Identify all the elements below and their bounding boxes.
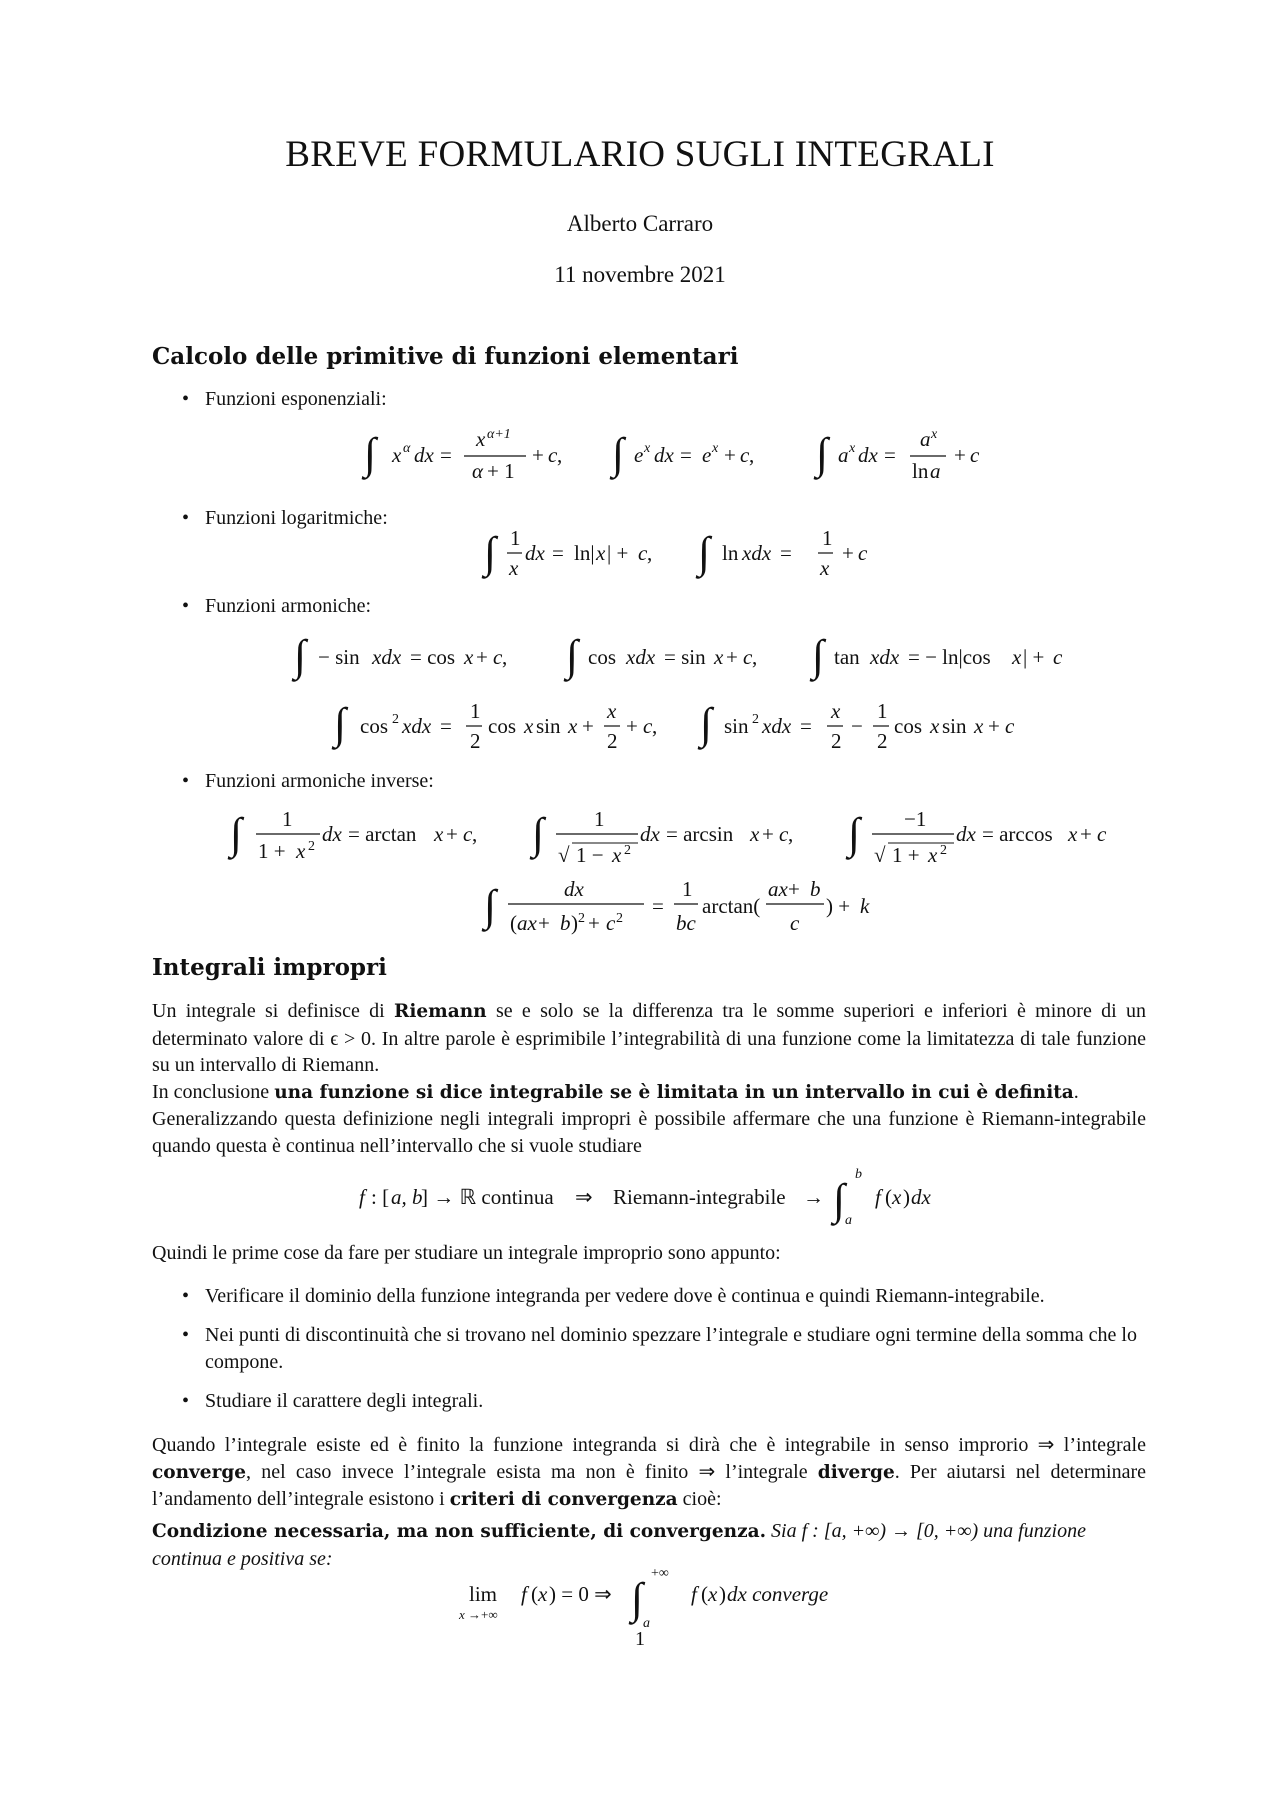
document-title: BREVE FORMULARIO SUGLI INTEGRALI xyxy=(285,134,995,175)
svg-text:cos: cos xyxy=(588,645,616,669)
svg-text:dx: dx xyxy=(956,822,976,846)
svg-text:f: f xyxy=(875,1185,881,1209)
italic-condition-text: Sia f : [a, +∞) → [0, +∞) una funzione continua e positiva se: xyxy=(152,1520,1086,1570)
svg-text:a: a xyxy=(920,427,931,451)
svg-text:f: f xyxy=(691,1582,697,1606)
svg-text:−1: −1 xyxy=(904,807,927,831)
svg-text:ax: ax xyxy=(517,911,537,935)
svg-text:] → ℝ continua: ] → ℝ continua xyxy=(421,1185,554,1209)
svg-text:,: , xyxy=(472,822,478,846)
svg-text:√: √ xyxy=(874,843,886,867)
svg-text:b: b xyxy=(855,1167,862,1182)
bullet-label: Funzioni logaritmiche: xyxy=(205,507,388,529)
svg-text:dx: dx xyxy=(414,443,434,467)
text-run: Un integrale si definisce di xyxy=(152,1000,394,1022)
bullet-label: Funzioni esponenziali: xyxy=(205,388,387,410)
svg-text:sin: sin xyxy=(536,714,561,738)
svg-text:x: x xyxy=(930,714,940,738)
svg-text:dx: dx xyxy=(525,541,545,565)
svg-text:x: x xyxy=(708,1582,718,1606)
svg-text:→+∞: →+∞ xyxy=(468,1607,498,1622)
svg-text:=: = xyxy=(652,894,664,918)
svg-text:1 +: 1 + xyxy=(892,843,920,867)
svg-text:∫: ∫ xyxy=(566,631,579,680)
svg-text:e: e xyxy=(702,443,712,467)
svg-text:2: 2 xyxy=(940,843,947,858)
svg-text:1: 1 xyxy=(470,699,481,723)
svg-text:,: , xyxy=(647,541,653,565)
formula-inverse-harmonic-2 xyxy=(480,866,900,944)
svg-text:= arcsin: = arcsin xyxy=(666,822,734,846)
svg-text:x: x xyxy=(459,1607,465,1622)
svg-text:∫: ∫ xyxy=(700,699,713,748)
svg-text:x: x xyxy=(524,714,534,738)
page-number: 1 xyxy=(635,1628,645,1650)
text-run: Generalizzando questa definizione negli integrali impropri è possibile affermare che una funzione è Riemann-integrabile quando questa è continua nell’intervallo che si vuole studiare xyxy=(152,1108,1146,1157)
svg-text:c: c xyxy=(740,443,750,467)
svg-text:dx converge: dx converge xyxy=(727,1582,829,1606)
svg-text:∫: ∫ xyxy=(812,631,825,680)
svg-text:xdx: xdx xyxy=(870,645,900,669)
svg-text:| +: | + xyxy=(1023,645,1045,669)
svg-text:x: x xyxy=(538,1582,548,1606)
svg-text:a: a xyxy=(930,459,941,483)
svg-text:+: + xyxy=(476,645,488,669)
svg-text:+: + xyxy=(988,714,1000,738)
svg-text:2: 2 xyxy=(616,911,623,926)
bold-conclusion: una funzione si dice integrabile se è limitata in un intervallo in cui è definita xyxy=(274,1081,1074,1103)
svg-text:(: ( xyxy=(885,1185,892,1209)
svg-text:1 −: 1 − xyxy=(576,843,604,867)
svg-text:∫: ∫ xyxy=(334,699,347,748)
svg-text:x: x xyxy=(712,441,719,456)
svg-text:ax: ax xyxy=(768,877,788,901)
svg-text:(: ( xyxy=(701,1582,708,1606)
svg-text:a: a xyxy=(643,1616,650,1631)
svg-text:x: x xyxy=(750,822,760,846)
svg-text:+∞: +∞ xyxy=(651,1566,669,1581)
svg-text:x: x xyxy=(509,556,519,580)
bullet-dot: • xyxy=(182,595,190,617)
svg-text:∫: ∫ xyxy=(484,881,497,930)
section-heading-improper: Integrali impropri xyxy=(152,954,387,981)
document-date: 11 novembre 2021 xyxy=(554,262,726,287)
bold-term-criteria: criteri di convergenza xyxy=(449,1489,678,1510)
svg-text:∫: ∫ xyxy=(631,1574,644,1623)
svg-text:,: , xyxy=(502,645,508,669)
svg-text:x: x xyxy=(644,441,651,456)
svg-text:∫: ∫ xyxy=(230,809,243,858)
svg-text:(: ( xyxy=(510,911,517,935)
svg-text:+: + xyxy=(788,877,800,901)
svg-text:xdx: xdx xyxy=(762,714,792,738)
svg-text:dx: dx xyxy=(322,822,342,846)
svg-text:a: a xyxy=(845,1213,852,1228)
svg-text:,: , xyxy=(788,822,794,846)
svg-text:=: = xyxy=(440,443,452,467)
bold-condition-title: Condizione necessaria, ma non sufficiente, di convergenza. xyxy=(152,1521,767,1542)
svg-text:cos: cos xyxy=(360,714,388,738)
svg-text:1 +: 1 + xyxy=(258,839,286,863)
svg-text:): ) xyxy=(719,1582,726,1606)
svg-text:cos: cos xyxy=(894,714,922,738)
svg-text:a: a xyxy=(838,443,849,467)
svg-text:1: 1 xyxy=(282,807,293,831)
formula-limit-condition xyxy=(455,1565,875,1635)
svg-text:k: k xyxy=(860,894,870,918)
svg-text:− sin: − sin xyxy=(318,645,360,669)
svg-text:+: + xyxy=(532,443,544,467)
svg-text:+: + xyxy=(724,443,736,467)
svg-text:=: = xyxy=(552,541,564,565)
bullet-dot: • xyxy=(182,388,190,410)
svg-text:tan: tan xyxy=(834,645,860,669)
text-run: , nel caso invece l’integrale esista ma non è finito ⇒ l’integrale xyxy=(246,1460,818,1483)
svg-text:+: + xyxy=(954,443,966,467)
svg-text:x: x xyxy=(464,645,474,669)
text-run: cioè: xyxy=(677,1488,722,1510)
svg-text:c: c xyxy=(1097,822,1107,846)
svg-text:∫: ∫ xyxy=(816,429,829,478)
svg-text:c: c xyxy=(643,714,653,738)
svg-text:c: c xyxy=(548,443,558,467)
svg-text:= cos: = cos xyxy=(410,645,456,669)
svg-text:→: → xyxy=(803,1185,824,1209)
document-author: Alberto Carraro xyxy=(566,211,714,236)
svg-text:∫: ∫ xyxy=(532,809,545,858)
bullet-label: Funzioni armoniche: xyxy=(205,595,372,617)
formula-harmonic-1 xyxy=(290,628,1090,688)
svg-text:∫: ∫ xyxy=(484,528,497,577)
svg-text:+: + xyxy=(1080,822,1092,846)
bullet-dot: • xyxy=(182,1390,190,1412)
svg-text:dx: dx xyxy=(564,877,584,901)
svg-text:=: = xyxy=(780,541,792,565)
svg-text:2: 2 xyxy=(308,839,315,854)
svg-text:x: x xyxy=(568,714,578,738)
bullet-dot: • xyxy=(182,507,190,529)
svg-text:c: c xyxy=(1005,714,1015,738)
svg-text:x: x xyxy=(392,443,402,467)
svg-text:1: 1 xyxy=(682,877,693,901)
svg-text:⇒: ⇒ xyxy=(575,1185,593,1209)
svg-text:,: , xyxy=(557,443,563,467)
svg-text:= − ln|cos: = − ln|cos xyxy=(908,645,991,669)
svg-text:ln|: ln| xyxy=(574,541,595,565)
svg-text:=: = xyxy=(440,714,452,738)
formula-exponential xyxy=(350,418,1010,490)
svg-text:x: x xyxy=(849,441,856,456)
svg-text:(: ( xyxy=(531,1582,538,1606)
svg-text:+ 1: + 1 xyxy=(487,459,515,483)
svg-text:dx: dx xyxy=(911,1185,931,1209)
svg-text:∫: ∫ xyxy=(848,809,861,858)
svg-text:c: c xyxy=(606,911,616,935)
svg-text:c: c xyxy=(1053,645,1063,669)
svg-text:x: x xyxy=(974,714,984,738)
bullet-dot: • xyxy=(182,770,190,792)
svg-text:xdx: xdx xyxy=(402,714,432,738)
svg-text:c: c xyxy=(743,645,753,669)
svg-text:2: 2 xyxy=(877,729,888,753)
svg-text:x: x xyxy=(714,645,724,669)
svg-text:=: = xyxy=(680,443,692,467)
list-item-text: Nei punti di discontinuità che si trovano nel dominio spezzare l’integrale e studiare ogni termine della somma che lo compone. xyxy=(205,1324,1137,1373)
svg-text:+: + xyxy=(626,714,638,738)
svg-text:dx: dx xyxy=(640,822,660,846)
svg-text:∫: ∫ xyxy=(833,1175,846,1224)
svg-text:x: x xyxy=(612,843,622,867)
svg-text:x: x xyxy=(831,699,841,723)
svg-text:c: c xyxy=(779,822,789,846)
svg-text:= sin: = sin xyxy=(664,645,706,669)
list-item-text: Studiare il carattere degli integrali. xyxy=(205,1390,484,1412)
text-run: Quando l’integrale esiste ed è finito la funzione integranda si dirà che è integrabile in senso improrio ⇒ l’integrale xyxy=(152,1434,1146,1456)
paragraph-necessary-condition xyxy=(152,1518,1146,1572)
svg-text:+: + xyxy=(446,822,458,846)
text-run: . xyxy=(1073,1080,1079,1103)
svg-text:e: e xyxy=(634,443,644,467)
svg-text:lim: lim xyxy=(469,1582,498,1606)
svg-text:= arccos: = arccos xyxy=(982,822,1053,846)
paragraph-convergence xyxy=(152,1432,1146,1514)
svg-text:∫: ∫ xyxy=(612,429,625,478)
svg-text:+: + xyxy=(582,714,594,738)
svg-text:−: − xyxy=(851,714,863,738)
svg-text:arctan(: arctan( xyxy=(702,894,761,918)
svg-text:2: 2 xyxy=(392,712,399,727)
svg-text:x: x xyxy=(928,843,938,867)
svg-text:2: 2 xyxy=(470,729,481,753)
svg-text:x: x xyxy=(476,427,486,451)
svg-text:cos: cos xyxy=(488,714,516,738)
svg-text:x: x xyxy=(607,699,617,723)
svg-text:c: c xyxy=(970,443,980,467)
svg-text:ln: ln xyxy=(912,459,929,483)
svg-text:,: , xyxy=(652,714,658,738)
svg-text:sin: sin xyxy=(942,714,967,738)
svg-text:c: c xyxy=(858,541,868,565)
svg-text:+: + xyxy=(726,645,738,669)
svg-text:c: c xyxy=(463,822,473,846)
svg-text:,: , xyxy=(752,645,758,669)
svg-text:bc: bc xyxy=(676,911,696,935)
text-run: se e solo se la differenza tra le somme superiori e inferiori è minore di un determinato valore di ϵ > 0. In altre parole è esprimibile l’integrabilità di una funzione come la limitatezza di tale funzione su un intervallo di Riemann. xyxy=(152,1000,1146,1076)
svg-text:x: x xyxy=(1012,645,1022,669)
formula-logarithmic xyxy=(470,515,890,587)
svg-text:α+1: α+1 xyxy=(487,427,511,442)
svg-text:c: c xyxy=(790,911,800,935)
bullet-label: Funzioni armoniche inverse: xyxy=(205,770,434,792)
svg-text:f: f xyxy=(521,1582,527,1606)
svg-text:f: f xyxy=(359,1185,365,1209)
svg-text:1: 1 xyxy=(594,807,605,831)
bold-term-diverge: diverge xyxy=(817,1461,895,1483)
integral-sign: ∫ xyxy=(364,429,377,478)
svg-text:x: x xyxy=(892,1185,902,1209)
svg-text:Riemann-integrabile: Riemann-integrabile xyxy=(613,1185,786,1209)
svg-text:) +: ) + xyxy=(826,894,851,918)
svg-text:∫: ∫ xyxy=(294,631,307,680)
svg-text:=: = xyxy=(800,714,812,738)
svg-text:α: α xyxy=(472,459,484,483)
paragraph-riemann-definition xyxy=(152,998,1146,1159)
svg-text:√: √ xyxy=(558,843,570,867)
text-run: . Per aiutarsi nel determinare l’andamento dell’integrale esistono i xyxy=(152,1460,1146,1510)
svg-text:b: b xyxy=(810,877,821,901)
svg-text:α: α xyxy=(403,441,411,456)
bold-term-riemann: Riemann xyxy=(394,1001,487,1022)
text-run: In conclusione xyxy=(152,1080,275,1103)
formula-inverse-harmonic-1 xyxy=(226,796,1146,874)
svg-text:= arctan: = arctan xyxy=(348,822,417,846)
bullet-dot: • xyxy=(182,1324,190,1346)
svg-text:) = 0 ⇒: ) = 0 ⇒ xyxy=(549,1582,612,1606)
svg-text:x: x xyxy=(434,822,444,846)
svg-text:ln: ln xyxy=(722,541,739,565)
paragraph-first-steps: Quindi le prime cose da fare per studiare un integrale improprio sono appunto: xyxy=(152,1242,781,1264)
svg-text:xdx: xdx xyxy=(742,541,772,565)
svg-text:2: 2 xyxy=(578,911,585,926)
svg-text:): ) xyxy=(571,911,578,935)
svg-text:2: 2 xyxy=(831,729,842,753)
svg-text:1: 1 xyxy=(510,526,521,550)
svg-text:2: 2 xyxy=(624,843,631,858)
svg-text:1: 1 xyxy=(877,699,888,723)
svg-text:xdx: xdx xyxy=(372,645,402,669)
svg-text:sin: sin xyxy=(724,714,749,738)
bullet-dot: • xyxy=(182,1285,190,1307)
svg-text:∫: ∫ xyxy=(698,528,711,577)
svg-text:c: c xyxy=(493,645,503,669)
bold-term-converge: converge xyxy=(152,1461,247,1483)
svg-text:+: + xyxy=(588,911,600,935)
svg-text:| +: | + xyxy=(607,541,629,565)
svg-text:): ) xyxy=(903,1185,910,1209)
svg-text:x: x xyxy=(820,556,830,580)
svg-text:c: c xyxy=(638,541,648,565)
svg-text:+: + xyxy=(538,911,550,935)
svg-text:x: x xyxy=(596,541,606,565)
svg-text:1: 1 xyxy=(822,526,833,550)
svg-text:a, b: a, b xyxy=(391,1185,423,1209)
list-item-text: Verificare il dominio della funzione integranda per vedere dove è continua e quindi Riemann-integrabile. xyxy=(205,1285,1045,1307)
svg-text:xdx: xdx xyxy=(626,645,656,669)
formula-harmonic-2 xyxy=(330,690,1050,760)
svg-text:=: = xyxy=(884,443,896,467)
section-heading-primitive: Calcolo delle primitive di funzioni elementari xyxy=(152,343,739,370)
svg-text:dx: dx xyxy=(858,443,878,467)
svg-text:,: , xyxy=(749,443,755,467)
svg-text:+: + xyxy=(762,822,774,846)
svg-text:x: x xyxy=(931,427,938,442)
svg-text:2: 2 xyxy=(607,729,618,753)
svg-text:x: x xyxy=(1068,822,1078,846)
svg-text:x: x xyxy=(296,839,306,863)
svg-text:2: 2 xyxy=(752,712,759,727)
svg-text:+: + xyxy=(842,541,854,565)
svg-text:: [: : [ xyxy=(371,1185,390,1209)
svg-text:dx: dx xyxy=(654,443,674,467)
svg-text:b: b xyxy=(560,911,571,935)
formula-riemann-integrable xyxy=(355,1162,955,1232)
